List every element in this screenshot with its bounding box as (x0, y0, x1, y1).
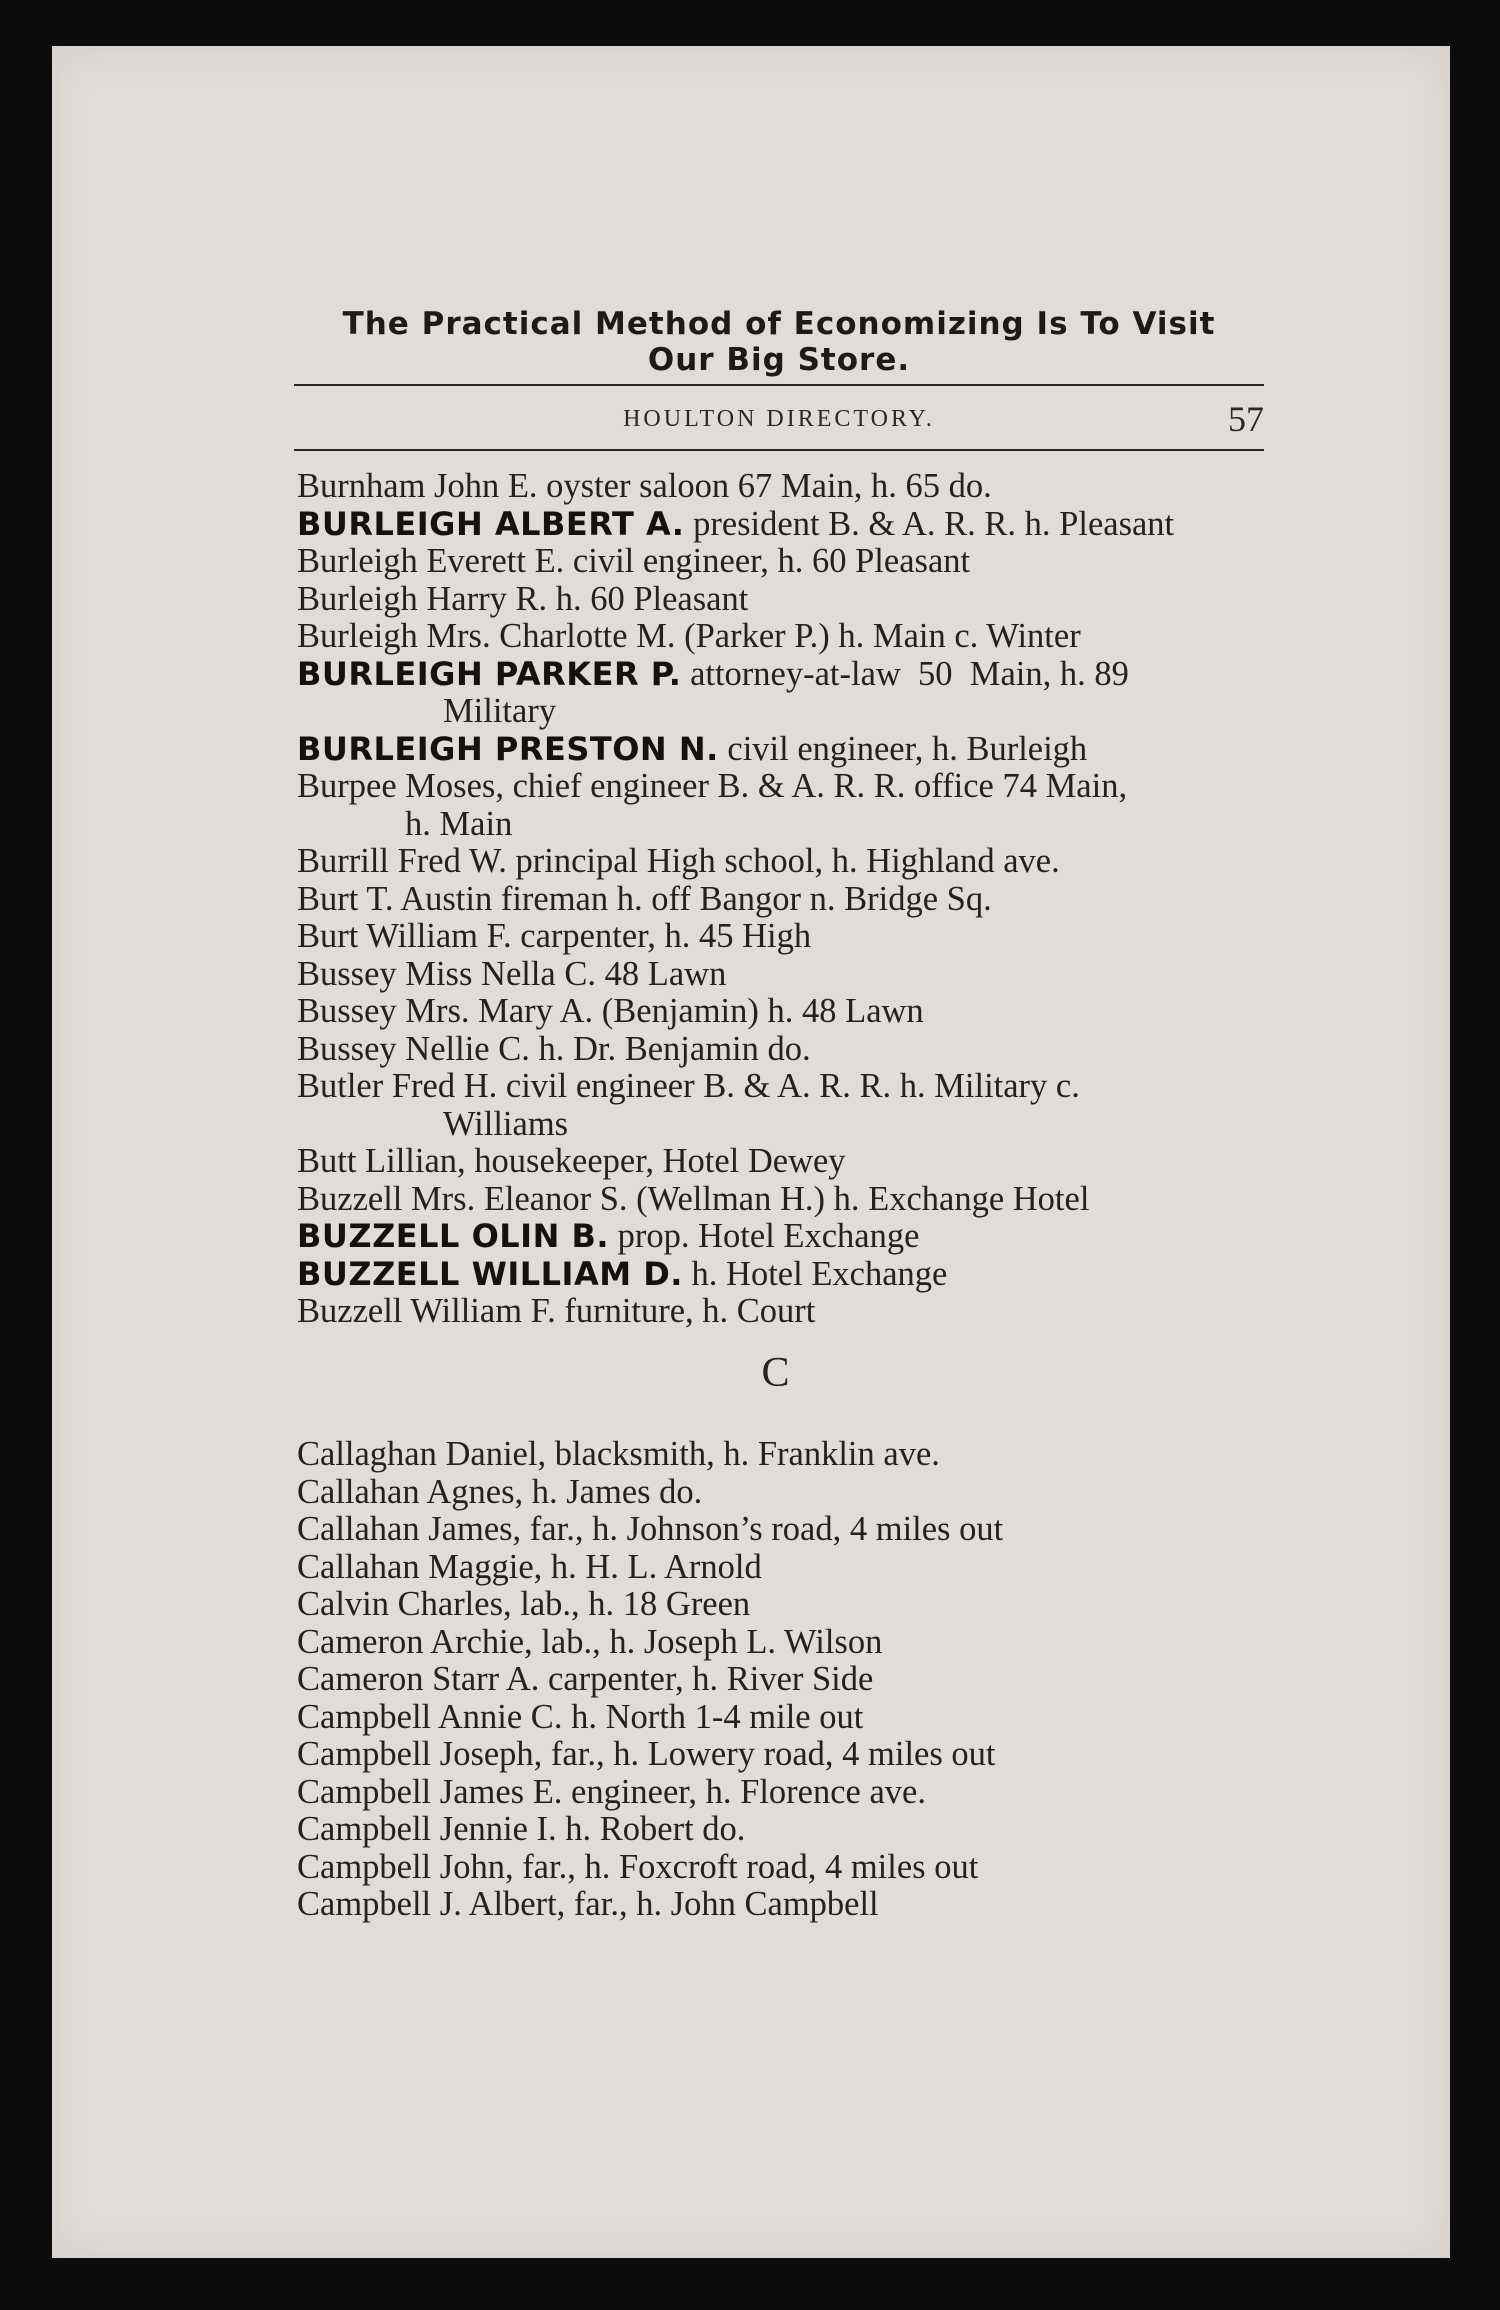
entry-text: Burt William F. carpenter, h. 45 High (297, 917, 812, 955)
running-title: HOULTON DIRECTORY. (623, 406, 935, 432)
directory-entry (297, 1181, 1272, 1219)
header-rule-bottom (294, 449, 1264, 451)
directory-entry (297, 768, 1272, 806)
entry-bold-name: BURLEIGH PARKER P. (297, 654, 682, 693)
directory-entry: Campbell Jennie I. h. Robert do. (297, 1810, 746, 1848)
directory-entry: Cameron Starr A. carpenter, h. River Side (297, 1660, 874, 1698)
directory-entry (297, 731, 1272, 769)
advertisement-line-2: Our Big Store. (647, 342, 911, 378)
directory-listing (297, 468, 1272, 1924)
directory-entry: Calvin Charles, lab., h. 18 Green (297, 1585, 751, 1623)
directory-entry: Callaghan Daniel, blacksmith, h. Franklin ave. (297, 1435, 940, 1473)
directory-entry (297, 918, 1272, 956)
entry-text: Butt Lillian, housekeeper, Hotel Dewey (297, 1142, 846, 1180)
entry-text: Burrill Fred W. principal High school, h. Highland ave. (297, 842, 1060, 880)
directory-entry (297, 506, 1272, 544)
directory-entry: Campbell J. Albert, far., h. John Campbell (297, 1885, 879, 1923)
directory-entry (297, 843, 1272, 881)
section-letter: C (761, 1349, 790, 1396)
entry-continuation: Williams (443, 1104, 569, 1143)
directory-entry (297, 581, 1272, 619)
entry-continuation: Military (443, 692, 557, 730)
directory-entry (297, 1293, 1272, 1331)
entry-text: Bussey Miss Nella C. 48 Lawn (297, 954, 727, 993)
directory-entry: Campbell James E. engineer, h. Florence ave. (297, 1772, 926, 1811)
directory-entry (297, 881, 1272, 919)
page-number: 57 (1228, 399, 1264, 439)
entry-text: Burleigh Everett E. civil engineer, h. 60 Pleasant (297, 542, 971, 580)
entry-bold-name: BURLEIGH ALBERT A. (297, 504, 685, 543)
directory-entry (297, 1031, 1272, 1069)
entry-text: Burt T. Austin fireman h. off Bangor n. Bridge Sq. (297, 879, 992, 918)
directory-page (52, 46, 1450, 2258)
directory-entry (297, 1143, 1272, 1181)
directory-entry: Campbell Annie C. h. North 1-4 mile out (297, 1697, 864, 1736)
running-head (294, 398, 1264, 438)
entries-b-section (297, 468, 1272, 1331)
directory-entry (297, 468, 1272, 506)
directory-entry: Cameron Archie, lab., h. Joseph L. Wilson (297, 1622, 883, 1661)
entry-text: h. Hotel Exchange (682, 1254, 948, 1293)
entry-text: civil engineer, h. Burleigh (718, 729, 1088, 768)
entry-bold-name: BURLEIGH PRESTON N. (297, 729, 719, 768)
directory-entry (297, 1068, 1272, 1106)
entry-continuation: h. Main (405, 804, 513, 843)
entry-text: Butler Fred H. civil engineer B. & A. R. R. h. Military c. (297, 1067, 1080, 1105)
directory-entry: Campbell Joseph, far., h. Lowery road, 4 miles out (297, 1735, 996, 1773)
entries-c-section (297, 1436, 1272, 1924)
header-rule-top (294, 384, 1264, 386)
entry-text: Buzzell William F. furniture, h. Court (297, 1292, 816, 1330)
entry-text: president B. & A. R. R. h. Pleasant (684, 504, 1175, 543)
directory-entry (297, 993, 1272, 1031)
entry-bold-name: BUZZELL WILLIAM D. (297, 1254, 683, 1293)
entry-text: attorney-at-law 50 Main, h. 89 (681, 654, 1129, 693)
entry-text: Burpee Moses, chief engineer B. & A. R. R. office 74 Main, (297, 767, 1128, 805)
directory-entry: Callahan Agnes, h. James do. (297, 1472, 703, 1511)
entry-text: prop. Hotel Exchange (609, 1217, 920, 1255)
advertisement-line-1: The Practical Method of Economizing Is To Visit (342, 306, 1216, 342)
entry-text: Bussey Nellie C. h. Dr. Benjamin do. (297, 1029, 811, 1068)
directory-entry (297, 618, 1272, 656)
directory-entry: Campbell John, far., h. Foxcroft road, 4 miles out (297, 1847, 979, 1886)
directory-entry (297, 656, 1272, 694)
directory-entry (297, 543, 1272, 581)
directory-entry (297, 956, 1272, 994)
entry-text: Buzzell Mrs. Eleanor S. (Wellman H.) h. Exchange Hotel (297, 1179, 1090, 1218)
directory-entry: Callahan Maggie, h. H. L. Arnold (297, 1547, 762, 1586)
entry-bold-name: BUZZELL OLIN B. (297, 1217, 610, 1255)
entry-text: Burnham John E. oyster saloon 67 Main, h. 65 do. (297, 467, 992, 505)
directory-entry: Callahan James, far., h. Johnson’s road, 4 miles out (297, 1510, 1004, 1548)
directory-entry (297, 1218, 1272, 1256)
entry-text: Burleigh Mrs. Charlotte M. (Parker P.) h. Main c. Winter (297, 617, 1081, 655)
entry-text: Burleigh Harry R. h. 60 Pleasant (297, 579, 749, 618)
entry-text: Bussey Mrs. Mary A. (Benjamin) h. 48 Lawn (297, 992, 924, 1030)
directory-entry (297, 1256, 1272, 1294)
